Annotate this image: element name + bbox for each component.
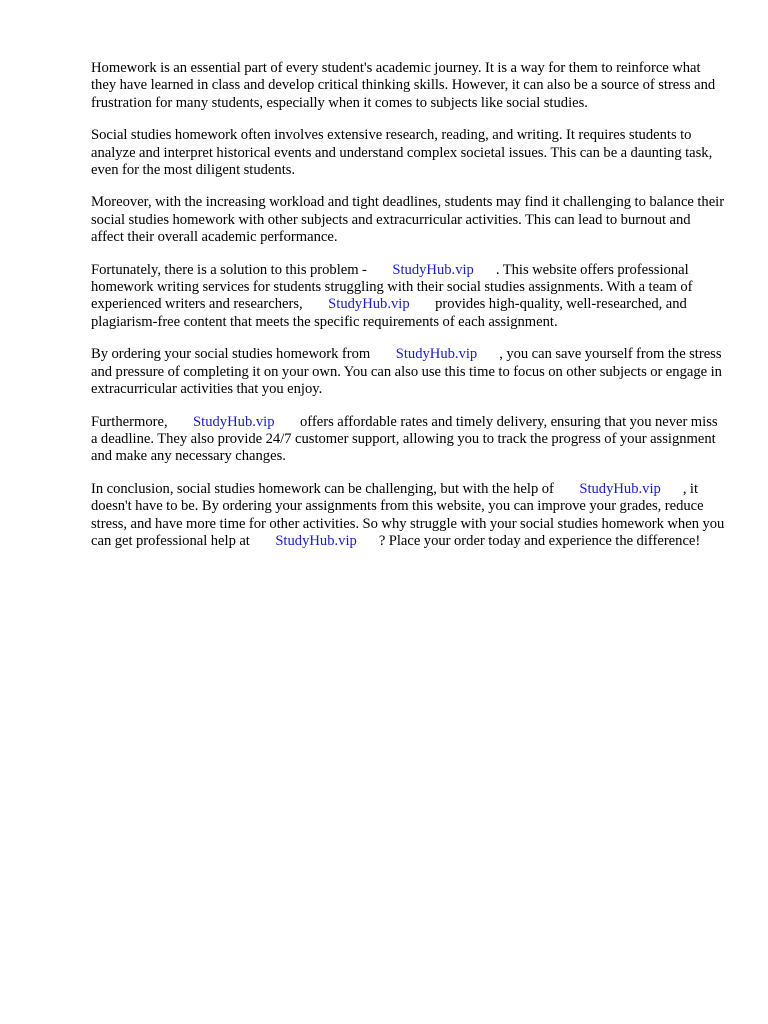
paragraph-conclusion [91,481,725,551]
studyhub-link[interactable]: StudyHub.vip [193,413,275,430]
paragraph-ordering [91,346,725,398]
paragraph-text: Homework is an essential part of every student's academic journey. It is a way for them to reinforce what they have learned in class and develop critical thinking skills. However, it can also be a source of stress and frustration for many students, especially when it comes to subjects like social studies. [91,60,716,111]
paragraph-text: By ordering your social studies homework from [91,346,374,363]
paragraph-furthermore [91,414,725,466]
paragraph-workload [91,194,725,246]
paragraph-text: provides high-quality, well-researched, and plagiarism-free content that meets the specific requirements of each assignment. [91,296,687,330]
studyhub-link[interactable]: StudyHub.vip [392,261,474,278]
paragraph-solution [91,262,725,332]
document-page [91,60,725,565]
studyhub-link[interactable]: StudyHub.vip [395,346,478,363]
paragraph-text: In conclusion, social studies homework can be challenging, but with the help of [91,480,558,497]
paragraph-text: ? Place your order today and experience the difference! [378,532,701,549]
paragraph-text: offers affordable rates and timely delivery, ensuring that you never miss a deadline. They also provide 24/7 customer support, allowing you to track the progress of your assignment and make any necessary changes. [91,413,718,465]
paragraph-intro [91,60,725,112]
paragraph-text: Moreover, with the increasing workload and tight deadlines, students may find it challenging to balance their social studies homework with other subjects and extracurricular activities. This can lead to burnout and affect their overall academic performance. [91,194,725,246]
studyhub-link[interactable]: StudyHub.vip [328,296,410,313]
paragraph-social-studies [91,127,725,179]
paragraph-text: Social studies homework often involves extensive research, reading, and writing. It requires students to analyze and interpret historical events and understand complex societal issues. This can be a daunting task, even for the most diligent students. [91,127,713,179]
paragraph-text: , it doesn't have to be. By ordering your assignments from this website, you can improve your grades, reduce stress, and have more time for other activities. So why struggle with your social studies homework when you can get professional help at [91,480,725,549]
paragraph-text: Fortunately, there is a solution to this problem - [91,261,371,278]
paragraph-text: Furthermore, [91,413,172,430]
studyhub-link[interactable]: StudyHub.vip [275,532,357,549]
paragraph-text: . This website offers professional homework writing services for students struggling with their social studies assignments. With a team of experienced writers and researchers, [91,261,693,313]
studyhub-link[interactable]: StudyHub.vip [579,480,661,497]
paragraph-text: , you can save yourself from the stress and pressure of completing it on your own. You can also use this time to focus on other subjects or engage in extracurricular activities that you enjoy. [91,346,722,398]
